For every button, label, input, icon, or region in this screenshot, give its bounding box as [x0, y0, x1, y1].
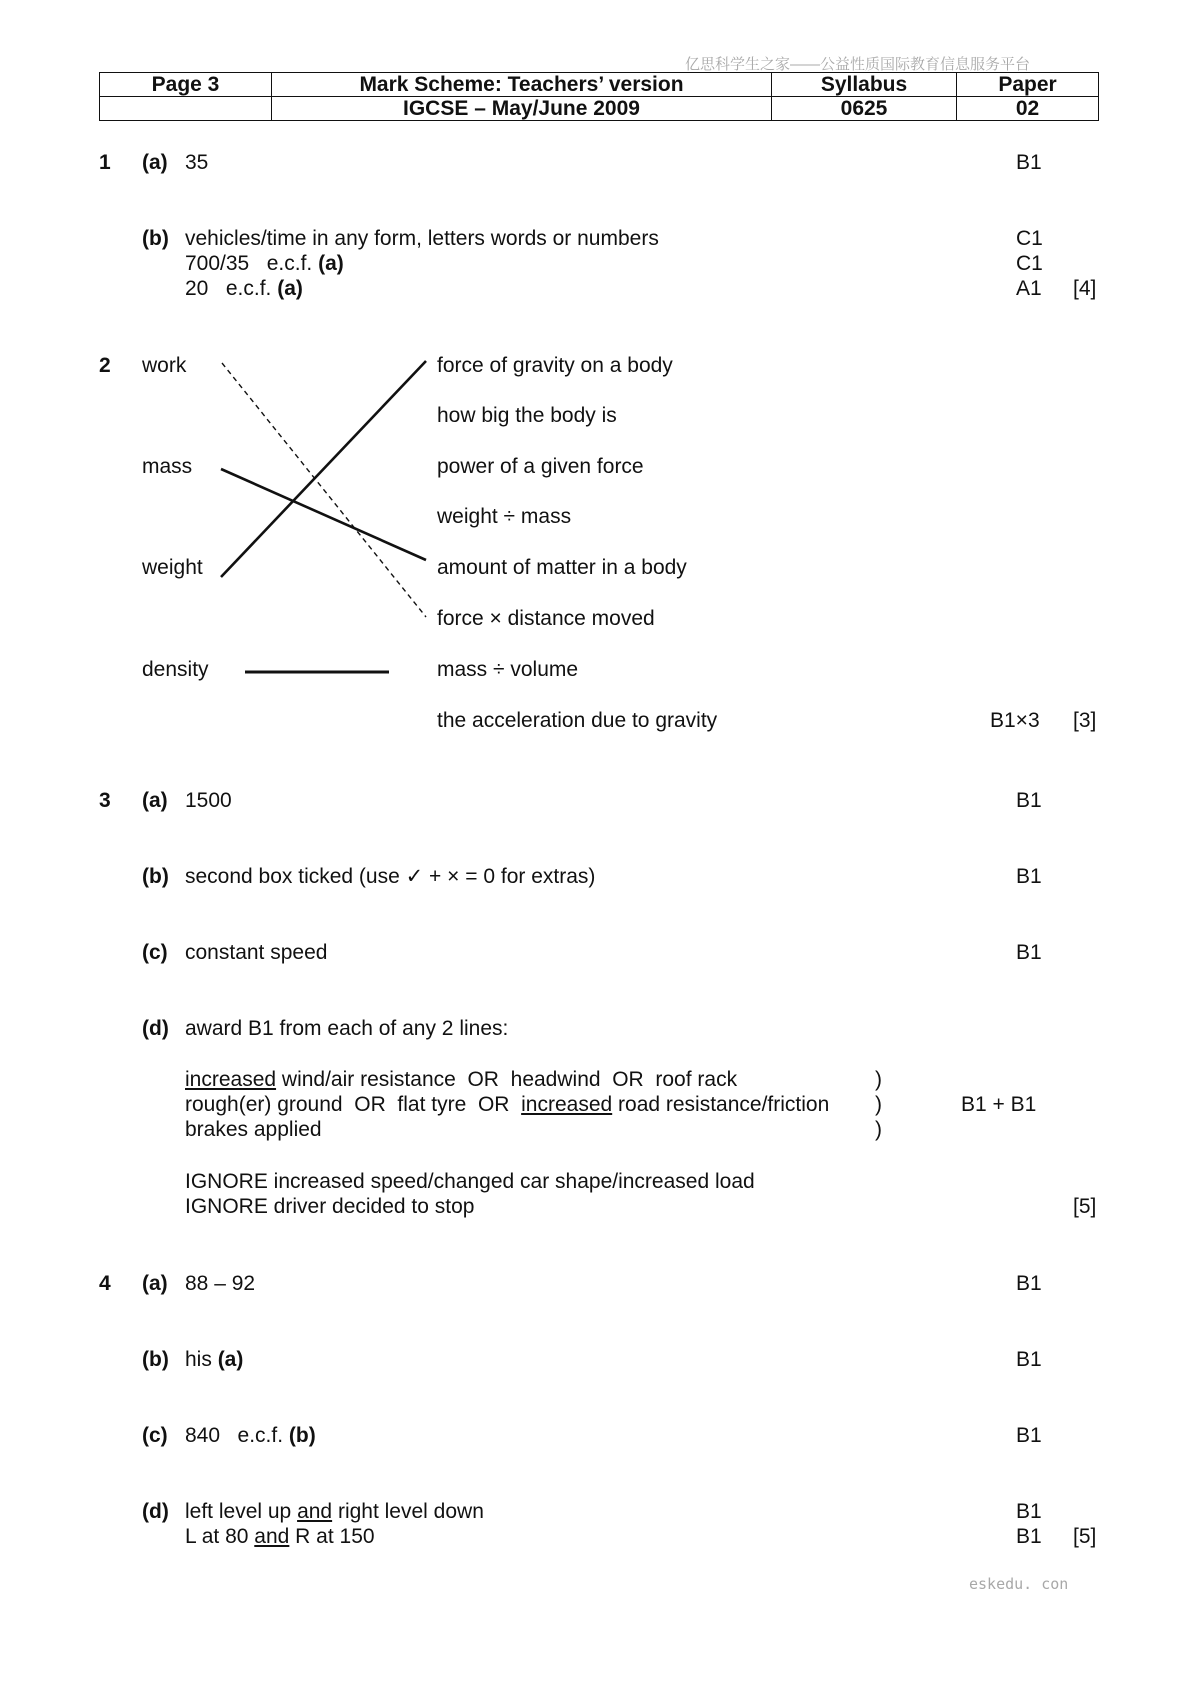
right-term: force × distance moved [437, 607, 655, 630]
bracket: ) [875, 1118, 882, 1141]
part-label: (b) [142, 227, 169, 250]
part-label: (b) [142, 1348, 169, 1371]
answer-text: vehicles/time in any form, letters words or numbers [185, 227, 659, 250]
mark: B1 [1016, 1525, 1042, 1548]
mark: C1 [1016, 252, 1043, 275]
part-label: (d) [142, 1017, 169, 1040]
right-term: the acceleration due to gravity [437, 709, 718, 732]
answer-line [185, 1526, 375, 1547]
answer-text: 35 [185, 151, 209, 174]
answer-text-main: R at 150 [289, 1525, 375, 1548]
mark: B1 + B1 [961, 1093, 1037, 1116]
left-term: mass [142, 455, 193, 478]
bracket: ) [875, 1093, 882, 1116]
answer-text [185, 1425, 316, 1446]
total-mark: [5] [1073, 1525, 1097, 1548]
answer-text-main: 20 e.c.f. [185, 277, 278, 300]
question-number: 1 [99, 151, 111, 174]
header-paper-label: Paper [957, 73, 1099, 97]
answer-text: award B1 from each of any 2 lines: [185, 1017, 509, 1040]
left-term: weight [142, 556, 203, 579]
bracket: ) [875, 1068, 882, 1091]
right-term: power of a given force [437, 455, 644, 478]
part-label: (c) [142, 1424, 168, 1447]
underlined-word: and [254, 1525, 290, 1548]
answer-line: brakes applied [185, 1118, 322, 1141]
ignore-note: IGNORE increased speed/changed car shape/increased load [185, 1170, 755, 1193]
answer-text-main: L at 80 [185, 1525, 255, 1548]
watermark-bottom: eskedu. con [969, 1575, 1069, 1593]
answer-text: 88 – 92 [185, 1272, 256, 1295]
header-page: Page 3 [100, 73, 272, 97]
right-term: amount of matter in a body [437, 556, 687, 579]
answer-line [185, 1069, 737, 1090]
part-label: (d) [142, 1500, 169, 1523]
left-term: density [142, 658, 209, 681]
answer-text-main: 700/35 e.c.f. [185, 252, 319, 275]
part-label: (c) [142, 941, 168, 964]
right-term: mass ÷ volume [437, 658, 579, 681]
answer-text-main: wind/air resistance OR headwind OR roof rack [276, 1068, 738, 1091]
header-exam: IGCSE – May/June 2009 [272, 97, 772, 121]
answer-text: 1500 [185, 789, 232, 812]
ref: (a) [217, 1348, 244, 1371]
question-number: 3 [99, 789, 111, 812]
part-label: (b) [142, 865, 169, 888]
ref: (a) [318, 252, 344, 275]
question-number: 4 [99, 1272, 111, 1295]
mark: B1 [1016, 151, 1042, 174]
answer-text-main: left level up [185, 1500, 298, 1523]
total-mark: [3] [1073, 709, 1097, 732]
underlined-word: increased [185, 1068, 277, 1091]
mark: B1×3 [990, 709, 1040, 732]
mark: B1 [1016, 1348, 1042, 1371]
right-term: how big the body is [437, 404, 617, 427]
part-label: (a) [142, 1272, 168, 1295]
mark: B1 [1016, 865, 1042, 888]
header-paper-no: 02 [957, 97, 1099, 121]
mark: B1 [1016, 941, 1042, 964]
total-mark: [5] [1073, 1195, 1097, 1218]
mark: B1 [1016, 789, 1042, 812]
work-to-force-distance-line [222, 363, 426, 617]
question-number: 2 [99, 354, 111, 377]
answer-text-main: right level down [332, 1500, 484, 1523]
watermark-top: 亿思科学生之家——公益性质国际教育信息服务平台 [685, 56, 1031, 73]
mark: A1 [1016, 277, 1042, 300]
answer-text: second box ticked (use ✓ + × = 0 for extras) [185, 865, 596, 888]
part-label: (a) [142, 789, 168, 812]
ref: (a) [277, 277, 303, 300]
ref: (b) [288, 1424, 316, 1447]
answer-text [185, 1349, 243, 1370]
answer-text-main: 840 e.c.f. [185, 1424, 289, 1447]
header-syllabus-label: Syllabus [772, 73, 957, 97]
mark: C1 [1016, 227, 1043, 250]
ignore-note: IGNORE driver decided to stop [185, 1195, 475, 1218]
answer-text-main: rough(er) ground OR flat tyre OR [185, 1093, 522, 1116]
answer-line [185, 1501, 484, 1522]
right-term: force of gravity on a body [437, 354, 673, 377]
answer-text-main: road resistance/friction [612, 1093, 830, 1116]
mark: B1 [1016, 1500, 1042, 1523]
answer-text-main: his [185, 1348, 218, 1371]
header-syllabus-code: 0625 [772, 97, 957, 121]
underlined-word: increased [521, 1093, 613, 1116]
mark: B1 [1016, 1424, 1042, 1447]
total-mark: [4] [1073, 277, 1097, 300]
answer-line [185, 1094, 829, 1115]
weight-to-gravity-force-line [221, 361, 426, 577]
answer-text: constant speed [185, 941, 328, 964]
mark: B1 [1016, 1272, 1042, 1295]
right-term: weight ÷ mass [437, 505, 572, 528]
header-title: Mark Scheme: Teachers’ version [272, 73, 772, 97]
underlined-word: and [297, 1500, 333, 1523]
left-term: work [142, 354, 187, 377]
part-label: (a) [142, 151, 168, 174]
